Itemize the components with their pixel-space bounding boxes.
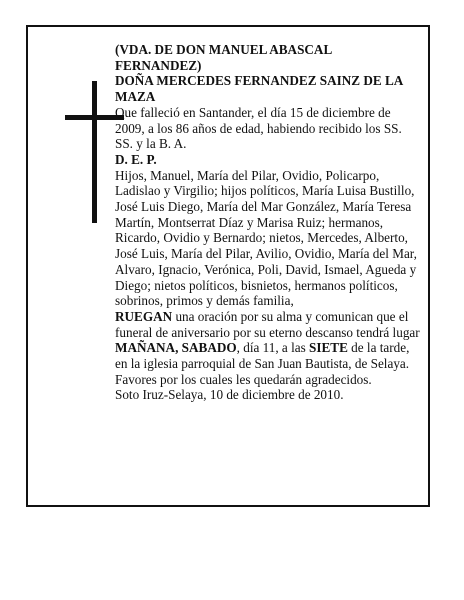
request-paragraph — [115, 309, 420, 388]
rip-line: D. E. P. — [115, 151, 157, 167]
cross-icon — [92, 81, 97, 223]
request-time: SIETE — [309, 340, 348, 356]
widow-of-line: (VDA. DE DON MANUEL ABASCAL FERNANDEZ) — [115, 42, 332, 73]
place-date: Soto Iruz-Selaya, 10 de diciembre de 2010. — [115, 387, 344, 403]
family-list: Hijos, Manuel, María del Pilar, Ovidio, Policarpo, Ladislao y Virgilio; hijos políticos, María Luisa Bustillo, José Luis Diego, María del Mar González, María Teresa Martín, Montserrat Díaz y Marisa Ruiz; hermanos, Ricardo, Ovidio y Bernardo; nietos, Mercedes, Alberto, José Luis, María del Pilar, Avilio, Ovidio, María del Mar, Alvaro, Ignacio, Verónica, Poli, David, Ismael, Agueda y Diego; nietos políticos, bisnietos, hermanos políticos, sobrinos, primos y demás familia, — [115, 167, 417, 309]
request-text-1: una oración por su alma y comunican que el funeral de aniversario por su eterno descanso tendrá lugar — [115, 308, 420, 340]
obituary-text — [115, 42, 420, 403]
death-info: Que falleció en Santander, el día 15 de diciembre de 2009, a los 86 años de edad, habiendo recibido los SS. SS. y la B. A. — [115, 104, 402, 152]
request-word: RUEGAN — [115, 308, 173, 324]
request-text-3: de la tarde, en la iglesia parroquial de San Juan Bautista, de Selaya. Favores por los cuales les quedarán agradecidos. — [115, 340, 410, 387]
request-text-2: , día 11, a las — [236, 340, 310, 356]
request-day: MAÑANA, SABADO — [115, 340, 237, 356]
deceased-name: DOÑA MERCEDES FERNANDEZ SAINZ DE LA MAZA — [115, 73, 403, 105]
